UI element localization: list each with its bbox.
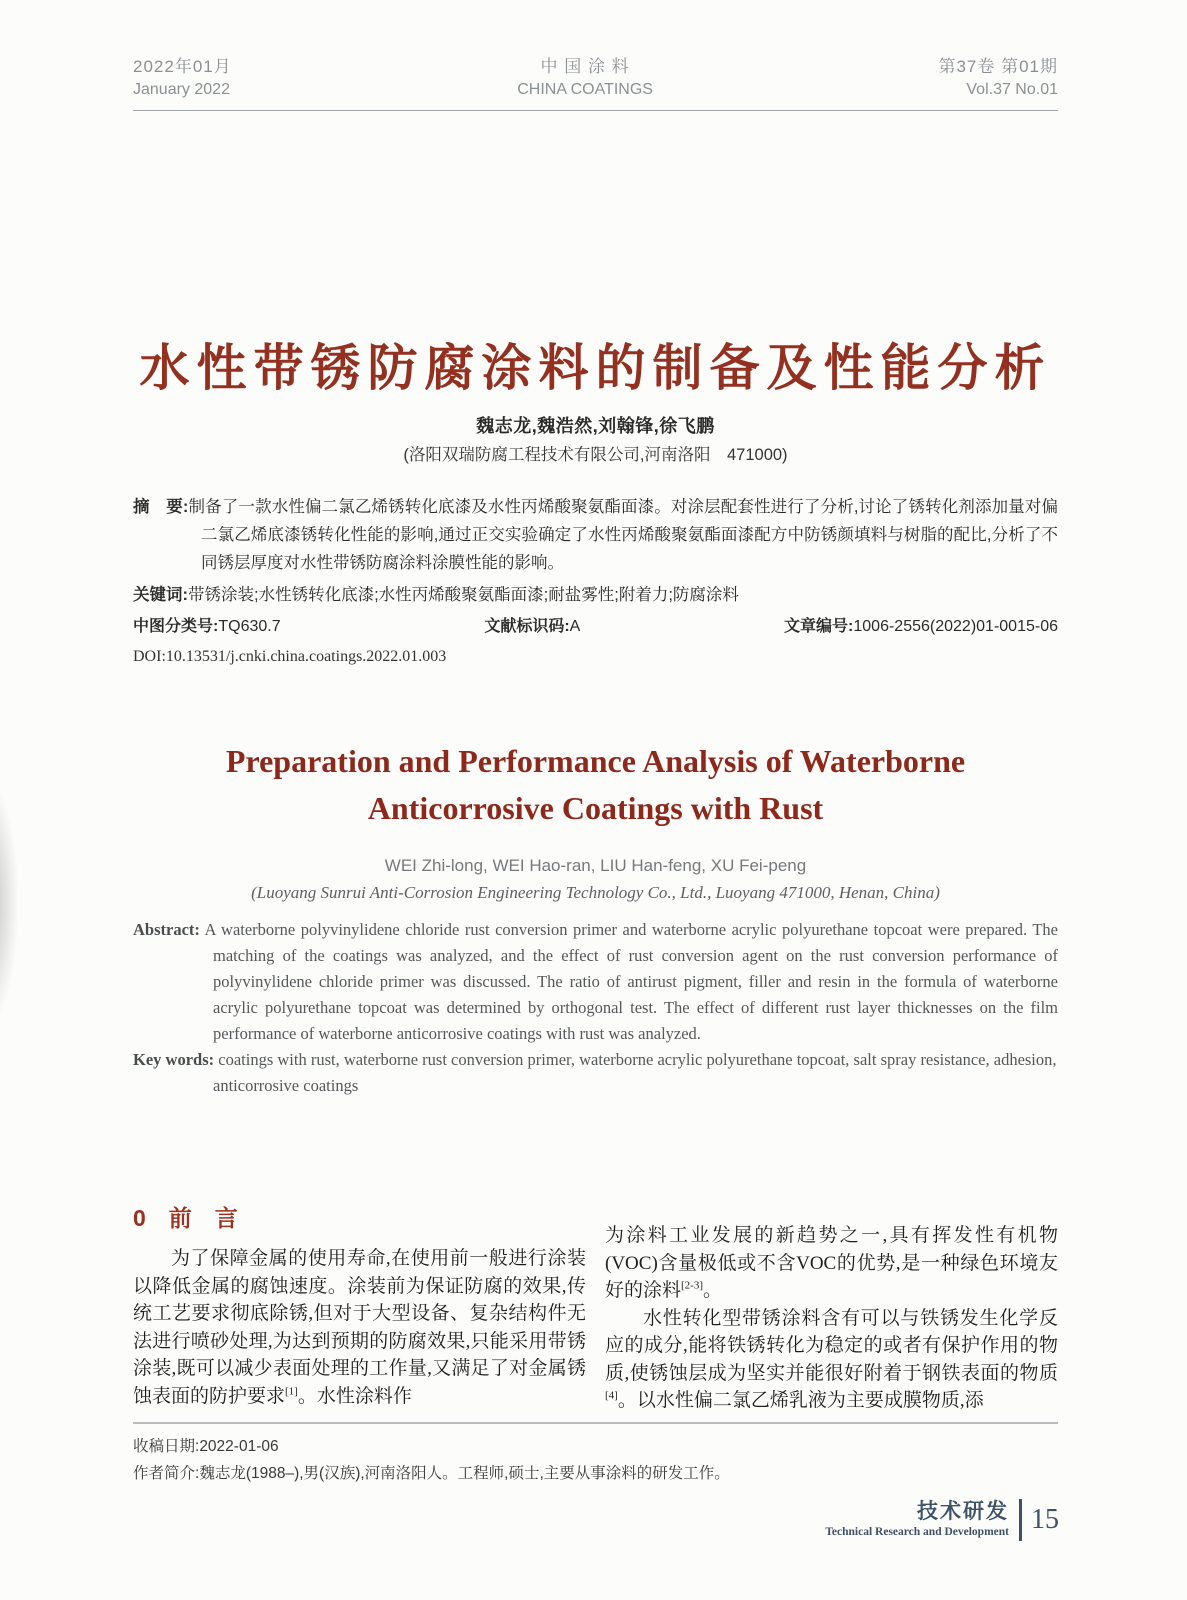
keywords-cn-text: 带锈涂装;水性锈转化底漆;水性丙烯酸聚氨酯面漆;耐盐雾性;附着力;防腐涂料	[188, 586, 739, 604]
header-date-en: January 2022	[133, 81, 230, 98]
header-issue-en: Vol.37 No.01	[966, 81, 1058, 98]
doc-code-item	[484, 615, 580, 639]
reference-mark-4: [4]	[605, 1389, 618, 1402]
reference-mark-2-3: [2-3]	[681, 1279, 704, 1292]
intro-paragraph-1-continued	[605, 1222, 1058, 1305]
intro-p2-text: 水性转化型带锈涂料含有可以与铁锈发生化学反应的成分,能将铁锈转化为稳定的或者有保护作用的物质,使锈蚀层成为坚实并能很好附着于钢铁表面的物质	[605, 1307, 1058, 1384]
intro-p1-text: 为了保障金属的使用寿命,在使用前一般进行涂装以降低金属的腐蚀速度。涂装前为保证防腐的效果,传统工艺要求彻底除锈,但对于大型设备、复杂结构件无法进行喷砂处理,为达到预期的防腐效果,只能采用带锈涂装,既可以减少表面处理的工作量,又满足了对金属锈蚀表面的防护要求	[133, 1248, 586, 1407]
footer-column-cn: 技术研发	[917, 1500, 1009, 1523]
journal-header	[133, 55, 1058, 111]
article-title-en-line2: Anticorrosive Coatings with Rust	[367, 790, 824, 826]
classification-row	[133, 615, 1058, 639]
intro-paragraph-2	[605, 1305, 1058, 1415]
footnote	[133, 1422, 1058, 1487]
abstract-cn	[133, 493, 1058, 577]
received-date-line	[133, 1433, 1058, 1460]
affiliation-en: (Luoyang Sunrui Anti-Corrosion Engineering Technology Co., Ltd., Luoyang 471000, Henan, China)	[251, 883, 940, 902]
reference-mark-1: [1]	[285, 1385, 298, 1398]
clc-label: 中图分类号:	[133, 618, 219, 635]
abstract-cn-label: 摘 要:	[133, 498, 189, 516]
header-date	[133, 55, 232, 101]
intro-column-right	[605, 1203, 1058, 1415]
abstract-en	[133, 917, 1058, 1047]
intro-paragraph-1	[133, 1245, 586, 1410]
authors-en: WEI Zhi-long, WEI Hao-ran, LIU Han-feng, XU Fei-peng	[384, 856, 807, 875]
header-journal-name	[517, 55, 653, 101]
footer-divider-bar	[1019, 1499, 1022, 1541]
keywords-en-text: coatings with rust, waterborne rust conversion primer, waterborne acrylic polyurethane topcoat, salt spray resistance, adhesion, anticorrosive coatings	[213, 1050, 1057, 1095]
author-bio-line	[133, 1460, 1058, 1487]
keywords-en-label: Key words:	[133, 1050, 215, 1069]
header-date-cn: 2022年01月	[133, 57, 232, 76]
received-date-label: 收稿日期:	[133, 1437, 200, 1455]
author-bio-label: 作者简介:	[133, 1464, 200, 1482]
page-footer	[825, 1499, 1059, 1541]
intro-p1cont-text: 为涂料工业发展的新趋势之一,具有挥发性有机物(VOC)含量极低或不含VOC的优势,是一种绿色环境友好的涂料	[605, 1225, 1058, 1301]
abstract-en-label: Abstract:	[133, 920, 200, 939]
clc-value: TQ630.7	[218, 618, 281, 635]
keywords-cn	[133, 581, 1058, 609]
page-number: 15	[1031, 1504, 1059, 1535]
header-journal-en: CHINA COATINGS	[517, 81, 653, 98]
header-issue-cn: 第37卷 第01期	[938, 57, 1058, 76]
doc-code-value: A	[569, 618, 581, 635]
intro-p1cont-tail: 。	[703, 1280, 723, 1301]
author-bio-text: 魏志龙(1988–),男(汉族),河南洛阳人。工程师,硕士,主要从事涂料的研发工作。	[199, 1464, 730, 1482]
footer-column-en: Technical Research and Development	[825, 1526, 1009, 1538]
article-no-item	[784, 615, 1058, 639]
article-no-value: 1006-2556(2022)01-0015-06	[853, 618, 1058, 635]
abstract-cn-text: 制备了一款水性偏二氯乙烯锈转化底漆及水性丙烯酸聚氨酯面漆。对涂层配套性进行了分析,讨论了锈转化剂添加量对偏二氯乙烯底漆锈转化性能的影响,通过正交实验确定了水性丙烯酸聚氨酯面漆配方中防锈颜填料与树脂的配比,分析了不同锈层厚度对水性带锈防腐涂料涂膜性能的影响。	[188, 498, 1058, 572]
doc-code-label: 文献标识码:	[484, 618, 570, 635]
keywords-en	[133, 1047, 1058, 1099]
intro-p1-tail: 。水性涂料作	[297, 1385, 412, 1407]
abstract-en-text: A waterborne polyvinylidene chloride rust conversion primer and waterborne acrylic polyurethane topcoat were prepared. The matching of the coatings was analyzed, and the effect of rust conversion agent on the rust conversion performance of polyvinylidene chloride primer was discussed. The ratio of antirust pigment, filler and resin in the formula of waterborne acrylic polyurethane topcoat was determined by orthogonal test. The effect of different rust layer thicknesses on the film performance of waterborne anticorrosive coatings with rust was analyzed.	[204, 920, 1058, 1043]
received-date-value: 2022-01-06	[199, 1437, 279, 1455]
intro-section	[133, 1203, 1058, 1415]
article-title-en-line1: Preparation and Performance Analysis of Waterborne	[225, 743, 966, 779]
intro-column-left	[133, 1203, 586, 1415]
header-issue	[938, 55, 1058, 101]
page-content	[133, 55, 1058, 1487]
doi: DOI:10.13531/j.cnki.china.coatings.2022.01.003	[133, 648, 447, 665]
keywords-cn-label: 关键词:	[133, 586, 188, 604]
affiliation-cn: (洛阳双瑞防腐工程技术有限公司,河南洛阳 471000)	[403, 446, 788, 464]
section-heading-intro: 0 前 言	[133, 1205, 238, 1231]
header-journal-cn: 中 国 涂 料	[540, 57, 630, 76]
clc-item	[133, 615, 281, 639]
article-no-label: 文章编号:	[784, 618, 854, 635]
article-title-cn: 水性带锈防腐涂料的制备及性能分析	[139, 340, 1052, 396]
article-title-en	[133, 738, 1058, 832]
footer-column-titles	[825, 1500, 1009, 1540]
scan-edge-shadow	[0, 768, 34, 1068]
intro-p2-tail: 。以水性偏二氯乙烯乳液为主要成膜物质,添	[617, 1390, 984, 1411]
authors-cn: 魏志龙,魏浩然,刘翰锋,徐飞鹏	[476, 416, 715, 436]
